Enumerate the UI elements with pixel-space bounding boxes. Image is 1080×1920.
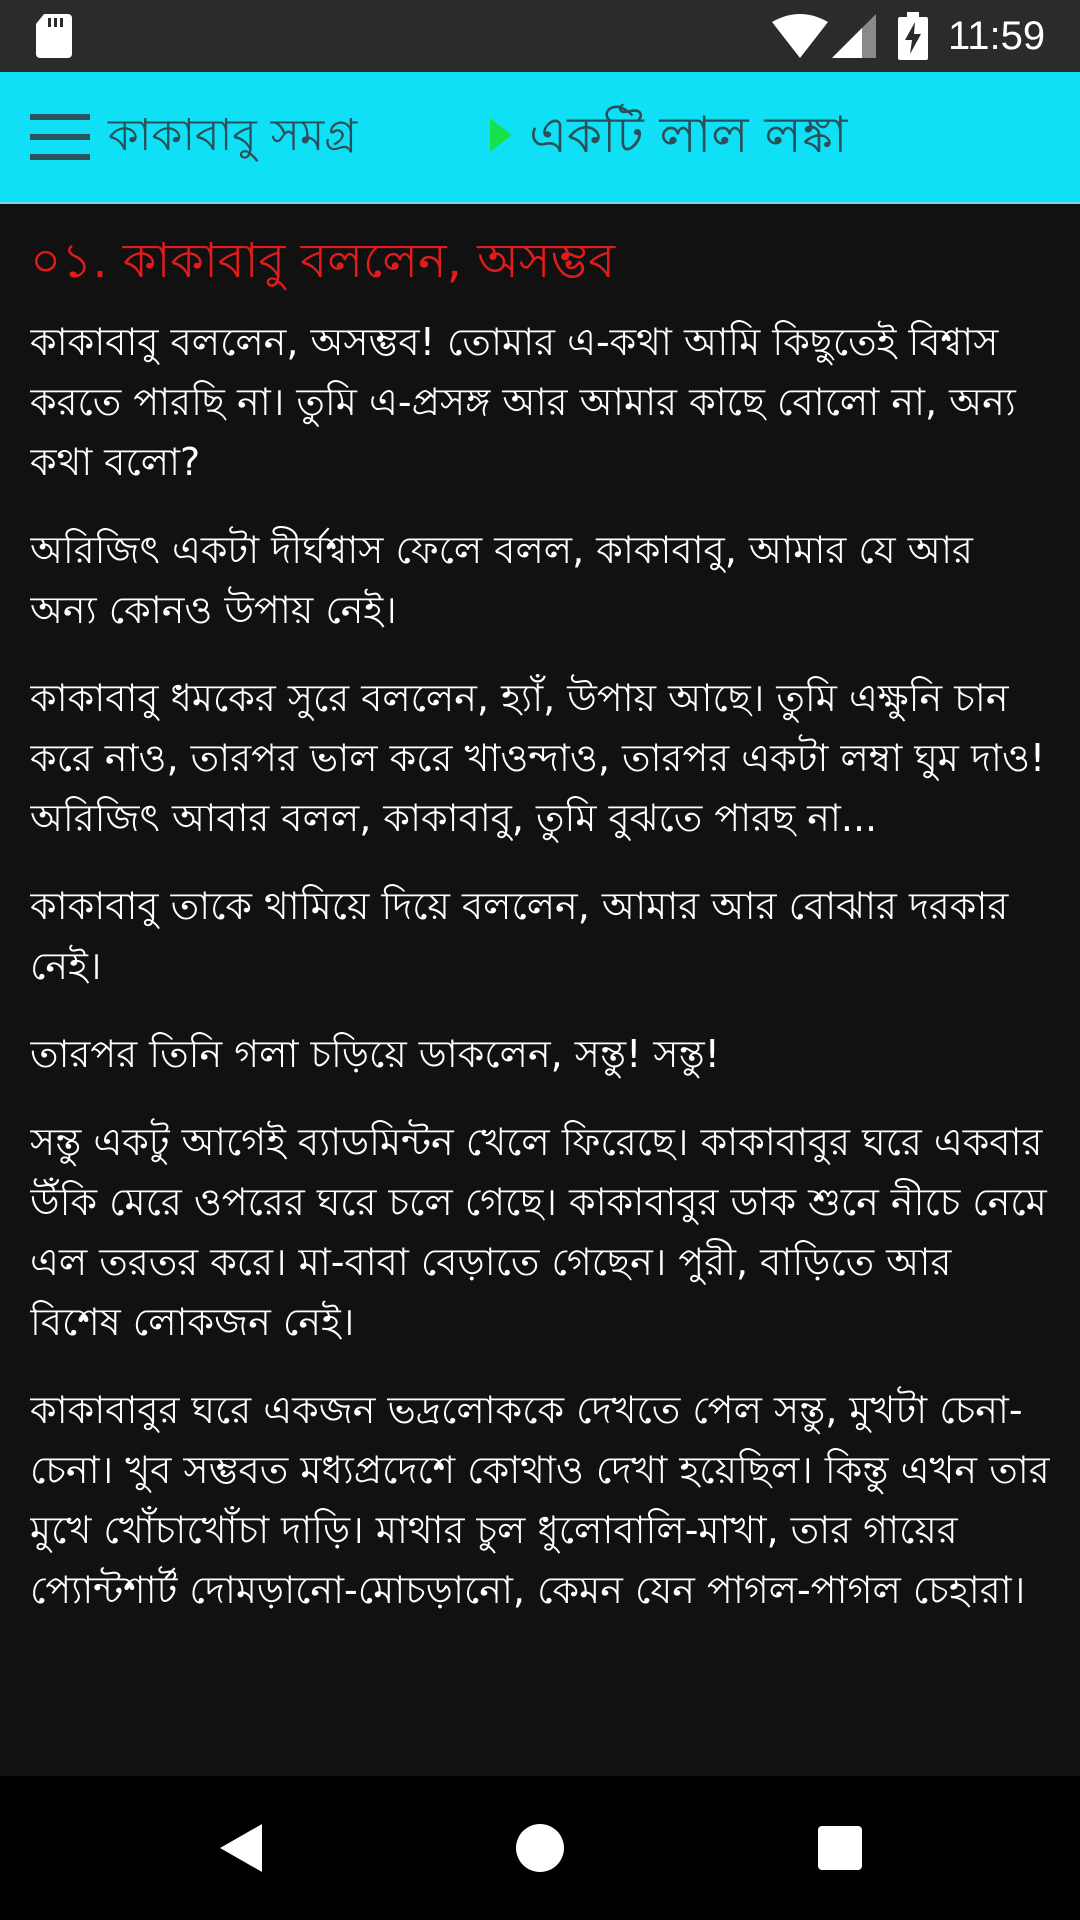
- chapter-selector-value: একটি লাল লঙ্কা: [529, 106, 848, 164]
- paragraph: তারপর তিনি গলা চড়িয়ে ডাকলেন, সন্তু! সন্তু!: [30, 1032, 720, 1076]
- app-bar-divider: [0, 202, 1080, 204]
- paragraph: কাকাবাবু তাকে থামিয়ে দিয়ে বললেন, আমার আর বোঝার দরকার নেই।: [30, 884, 1009, 988]
- paragraph: অরিজিৎ একটা দীর্ঘশ্বাস ফেলে বলল, কাকাবাবু, আমার যে আর অন্য কোনও উপায় নেই।: [30, 528, 973, 632]
- app-bar: [0, 72, 1080, 202]
- battery-charging-icon: [898, 12, 928, 60]
- status-clock: 11:59: [948, 14, 1046, 58]
- home-icon[interactable]: [516, 1824, 564, 1872]
- hamburger-menu-icon[interactable]: [30, 114, 90, 160]
- status-bar: [0, 0, 1080, 72]
- paragraph: সন্তু একটু আগেই ব্যাডমিন্টন খেলে ফিরেছে। কাকাবাবুর ঘরে একবার উঁকি মেরে ওপরের ঘরে চলে গেছে। কাকাবাবুর ডাক শুনে নীচে নেমে এল তরতর করে। মা-বাবা বেড়াতে গেছেন। পুরী, বাড়িতে আর বিশেষ লোকজন নেই।: [30, 1120, 1047, 1344]
- paragraph: কাকাবাবুর ঘরে একজন ভদ্রলোককে দেখতে পেল সন্তু, মুখটা চেনা-চেনা। খুব সম্ভবত মধ্যপ্রদেশে কোথাও দেখা হয়েছিল। কিন্তু এখন তার মুখে খোঁচাখোঁচা দাড়ি। মাথার চুল ধুলোবালি-মাখা, তার গায়ের প্যোন্টশার্ট দোমড়ানো-মোচড়ানো, কেমন যেন পাগল-পাগল চেহারা।: [30, 1388, 1050, 1612]
- section-heading: ০১. কাকাবাবু বললেন, অসম্ভব: [30, 233, 616, 289]
- navigation-bar: [0, 1776, 1080, 1920]
- paragraph: কাকাবাবু বললেন, অসম্ভব! তোমার এ-কথা আমি কিছুতেই বিশ্বাস করতে পারছি না। তুমি এ-প্রসঙ্গ আর আমার কাছে বোলো না, অন্য কথা বলো?: [30, 320, 1016, 484]
- cellular-signal-icon: [832, 14, 876, 58]
- back-icon[interactable]: [216, 1822, 264, 1874]
- play-arrow-icon: [490, 118, 512, 152]
- app-title: কাকাবাবু সমগ্র: [108, 110, 358, 161]
- sd-card-icon: [36, 14, 72, 58]
- recents-icon[interactable]: [818, 1826, 862, 1870]
- chapter-selector[interactable]: [490, 100, 848, 170]
- paragraph: কাকাবাবু ধমকের সুরে বললেন, হ্যাঁ, উপায় আছে। তুমি এক্ষুনি চান করে নাও, তারপর ভাল করে খাওন্দাও, তারপর একটা লম্বা ঘুম দাও! অরিজিৎ আবার বলল, কাকাবাবু, তুমি বুঝতে পারছ না...: [30, 676, 1046, 840]
- chapter-content[interactable]: [30, 226, 1050, 1770]
- wifi-icon: [772, 14, 828, 58]
